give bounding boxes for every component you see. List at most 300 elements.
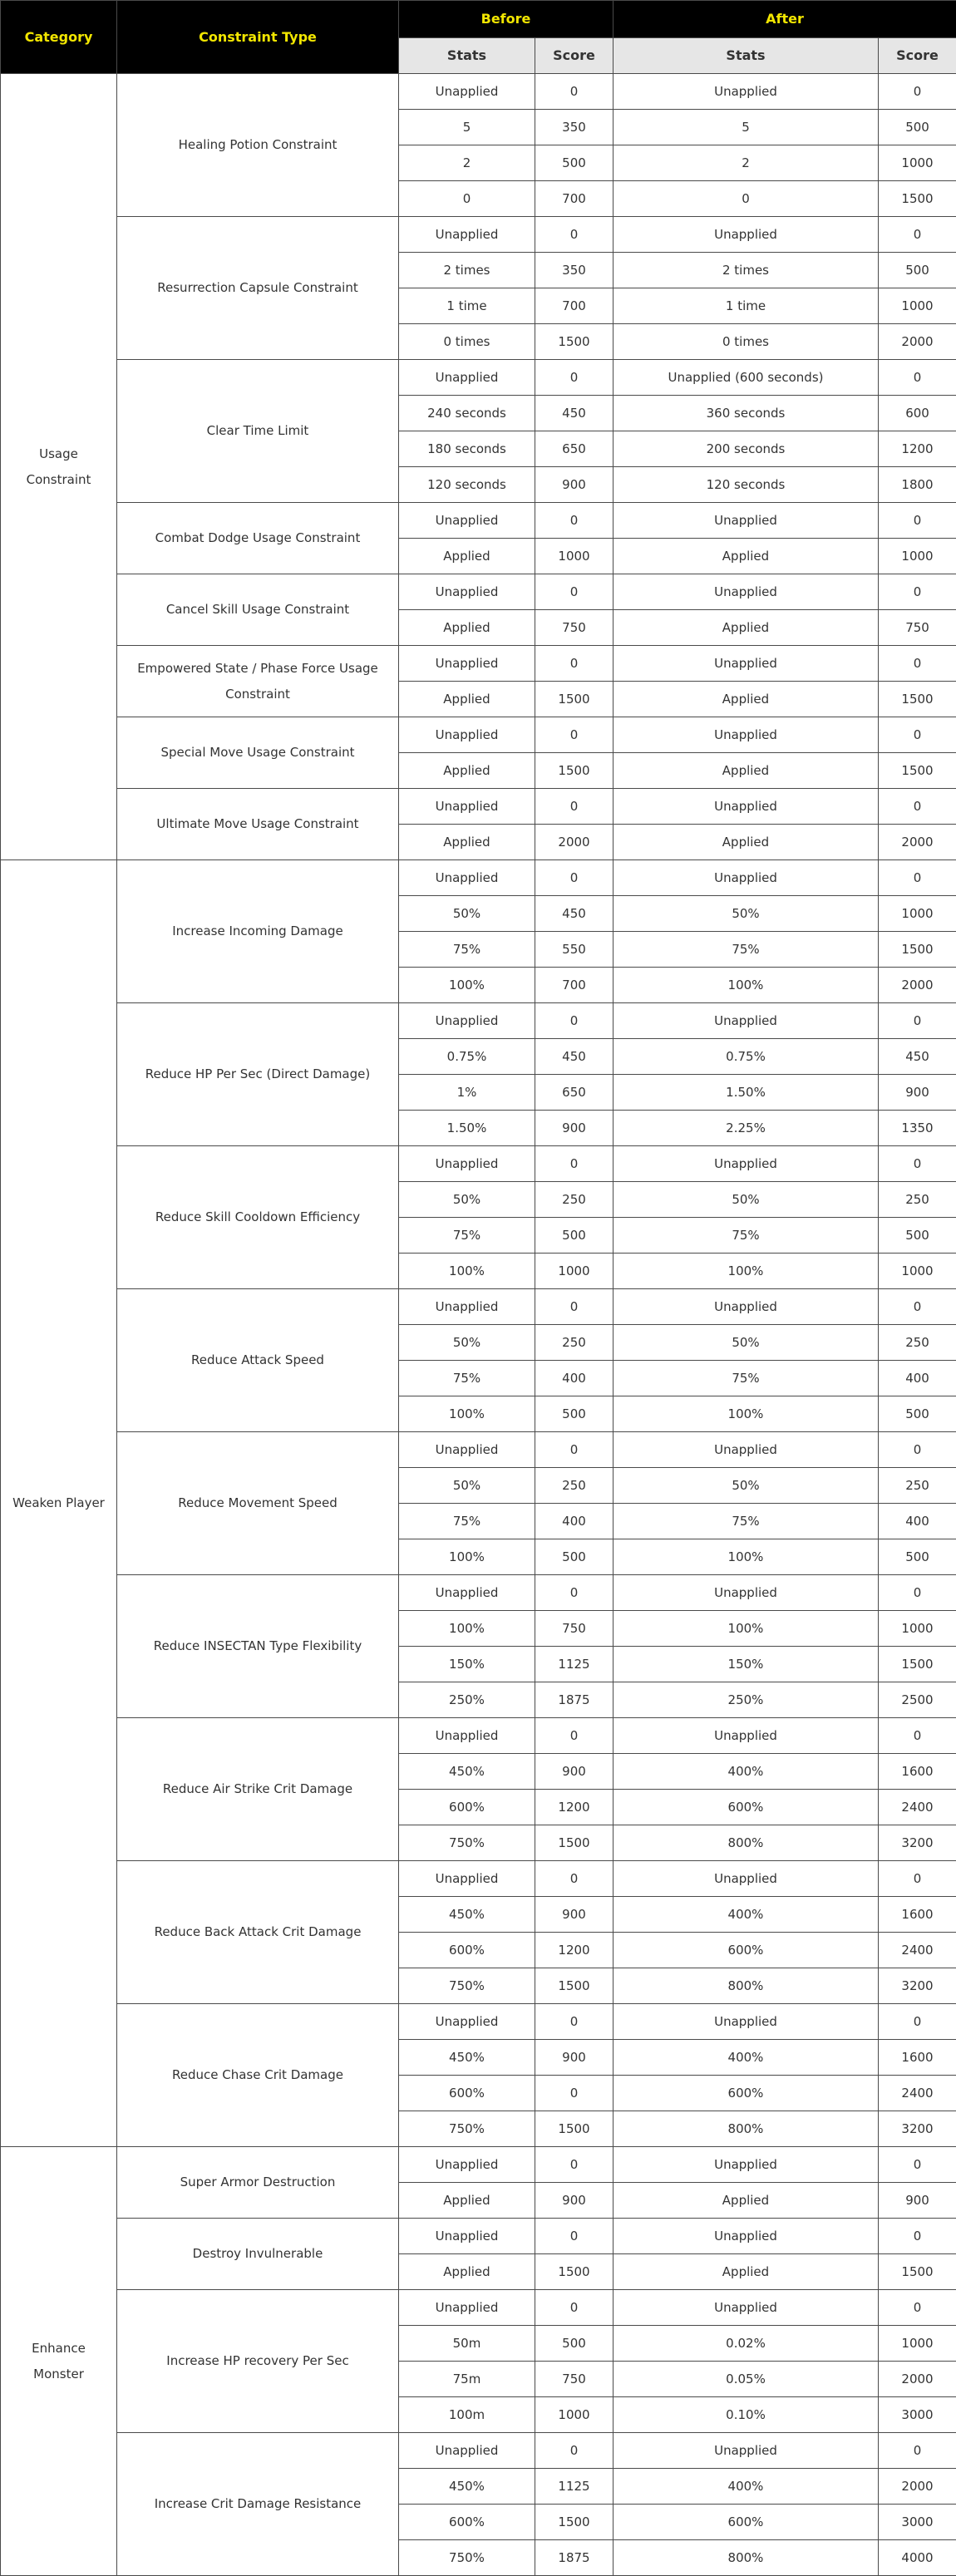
after-score-cell: 3200: [879, 2111, 956, 2147]
before-stats-cell: 600%: [399, 1790, 535, 1825]
after-score-cell: 0: [879, 1718, 956, 1754]
before-stats-cell: 750%: [399, 1968, 535, 2004]
after-score-cell: 0: [879, 2147, 956, 2183]
after-stats-cell: Unapplied: [614, 860, 879, 896]
after-stats-cell: Applied: [614, 682, 879, 717]
before-stats-cell: 600%: [399, 2076, 535, 2111]
after-stats-cell: 5: [614, 110, 879, 145]
after-stats-cell: Unapplied: [614, 1003, 879, 1039]
after-score-cell: 0: [879, 2004, 956, 2040]
table-row: [1, 717, 956, 753]
before-stats-cell: Applied: [399, 539, 535, 574]
after-stats-cell: 120 seconds: [614, 467, 879, 503]
constraint-type-cell: Empowered State / Phase Force Usage Constraint: [117, 646, 399, 717]
before-stats-cell: Unapplied: [399, 1575, 535, 1611]
after-score-cell: 1800: [879, 467, 956, 503]
before-stats-cell: 75%: [399, 1504, 535, 1539]
before-score-cell: 0: [535, 1575, 614, 1611]
table-row: [1, 217, 956, 253]
before-stats-cell: 100%: [399, 1254, 535, 1289]
table-row: [1, 860, 956, 896]
before-score-cell: 0: [535, 789, 614, 825]
before-stats-cell: 100%: [399, 1539, 535, 1575]
before-score-cell: 0: [535, 1861, 614, 1897]
after-score-cell: 500: [879, 1396, 956, 1432]
after-stats-cell: 0.10%: [614, 2397, 879, 2433]
before-stats-cell: Applied: [399, 825, 535, 860]
after-score-cell: 0: [879, 1575, 956, 1611]
before-score-cell: 1875: [535, 1682, 614, 1718]
before-score-cell: 450: [535, 1039, 614, 1075]
after-stats-cell: 400%: [614, 1897, 879, 1933]
after-score-cell: 0: [879, 789, 956, 825]
before-stats-cell: Unapplied: [399, 2004, 535, 2040]
after-score-cell: 900: [879, 1075, 956, 1111]
after-stats-cell: 50%: [614, 1182, 879, 1218]
after-stats-cell: 50%: [614, 1468, 879, 1504]
before-stats-cell: Unapplied: [399, 646, 535, 682]
category-cell: Weaken Player: [1, 860, 117, 2147]
before-stats-cell: 50%: [399, 896, 535, 932]
constraint-type-cell: Destroy Invulnerable: [117, 2219, 399, 2290]
before-stats-cell: Unapplied: [399, 2433, 535, 2469]
constraint-type-cell: Reduce Skill Cooldown Efficiency: [117, 1146, 399, 1289]
before-stats-cell: 50%: [399, 1468, 535, 1504]
before-score-cell: 1500: [535, 2111, 614, 2147]
before-score-cell: 1125: [535, 2469, 614, 2505]
before-score-cell: 2000: [535, 825, 614, 860]
table-row: [1, 1861, 956, 1897]
constraint-type-header: Constraint Type: [117, 1, 399, 74]
before-stats-cell: Unapplied: [399, 717, 535, 753]
after-score-cell: 0: [879, 217, 956, 253]
constraint-type-cell: Resurrection Capsule Constraint: [117, 217, 399, 360]
after-stats-cell: 600%: [614, 1933, 879, 1968]
after-score-cell: 500: [879, 110, 956, 145]
after-score-cell: 2000: [879, 968, 956, 1003]
constraint-type-cell: Increase HP recovery Per Sec: [117, 2290, 399, 2433]
before-score-cell: 900: [535, 2040, 614, 2076]
before-score-cell: 500: [535, 1218, 614, 1254]
before-stats-cell: 750%: [399, 2111, 535, 2147]
table-header: [1, 1, 956, 74]
after-score-cell: 0: [879, 574, 956, 610]
after-stats-cell: Unapplied: [614, 503, 879, 539]
table-row: [1, 2290, 956, 2326]
after-score-cell: 1000: [879, 145, 956, 181]
before-stats-cell: 0: [399, 181, 535, 217]
before-stats-cell: 5: [399, 110, 535, 145]
after-score-cell: 0: [879, 2433, 956, 2469]
before-score-cell: 1500: [535, 1968, 614, 2004]
before-score-cell: 0: [535, 1432, 614, 1468]
before-score-cell: 250: [535, 1468, 614, 1504]
table-row: [1, 1003, 956, 1039]
after-stats-cell: Applied: [614, 610, 879, 646]
after-score-cell: 250: [879, 1325, 956, 1361]
after-stats-cell: Unapplied: [614, 1432, 879, 1468]
constraint-type-cell: Reduce Back Attack Crit Damage: [117, 1861, 399, 2004]
category-header: Category: [1, 1, 117, 74]
before-header: Before: [399, 1, 614, 38]
after-stats-cell: Unapplied: [614, 789, 879, 825]
before-stats-cell: Unapplied: [399, 2290, 535, 2326]
before-stats-cell: 600%: [399, 1933, 535, 1968]
after-score-cell: 0: [879, 1003, 956, 1039]
before-score-cell: 0: [535, 74, 614, 110]
before-score-cell: 900: [535, 2183, 614, 2219]
after-stats-cell: Applied: [614, 825, 879, 860]
before-score-cell: 1000: [535, 539, 614, 574]
after-score-cell: 0: [879, 1861, 956, 1897]
before-stats-cell: Unapplied: [399, 1146, 535, 1182]
constraint-type-cell: Reduce INSECTAN Type Flexibility: [117, 1575, 399, 1718]
table-row: [1, 1289, 956, 1325]
after-score-cell: 1000: [879, 539, 956, 574]
before-score-cell: 0: [535, 2219, 614, 2254]
table-row: [1, 1146, 956, 1182]
before-stats-cell: 75%: [399, 1218, 535, 1254]
before-score-cell: 0: [535, 360, 614, 396]
after-score-cell: 1600: [879, 1754, 956, 1790]
after-score-cell: 2000: [879, 825, 956, 860]
after-stats-cell: Unapplied: [614, 1289, 879, 1325]
after-stats-cell: 0: [614, 181, 879, 217]
before-score-cell: 500: [535, 1539, 614, 1575]
before-score-cell: 350: [535, 110, 614, 145]
before-score-cell: 0: [535, 2433, 614, 2469]
after-stats-cell: 250%: [614, 1682, 879, 1718]
after-stats-cell: Unapplied: [614, 2004, 879, 2040]
constraint-type-cell: Super Armor Destruction: [117, 2147, 399, 2219]
before-score-cell: 0: [535, 717, 614, 753]
after-score-cell: 1000: [879, 896, 956, 932]
after-stats-cell: 100%: [614, 1396, 879, 1432]
before-score-cell: 0: [535, 503, 614, 539]
before-stats-cell: 120 seconds: [399, 467, 535, 503]
table-row: [1, 503, 956, 539]
after-stats-cell: 400%: [614, 2469, 879, 2505]
after-stats-cell: 600%: [614, 2505, 879, 2540]
after-score-cell: 2000: [879, 2469, 956, 2505]
before-score-cell: 900: [535, 1754, 614, 1790]
after-score-cell: 0: [879, 1432, 956, 1468]
after-score-cell: 250: [879, 1468, 956, 1504]
after-score-cell: 500: [879, 253, 956, 288]
before-stats-cell: 1.50%: [399, 1111, 535, 1146]
before-score-cell: 1500: [535, 2505, 614, 2540]
before-score-cell: 250: [535, 1325, 614, 1361]
before-stats-cell: 600%: [399, 2505, 535, 2540]
after-stats-cell: Unapplied: [614, 74, 879, 110]
constraint-type-cell: Special Move Usage Constraint: [117, 717, 399, 789]
after-score-cell: 1000: [879, 2326, 956, 2362]
after-stats-cell: 2.25%: [614, 1111, 879, 1146]
table-row: [1, 74, 956, 110]
constraint-type-cell: Healing Potion Constraint: [117, 74, 399, 217]
before-score-cell: 700: [535, 181, 614, 217]
before-stats-cell: 1 time: [399, 288, 535, 324]
category-cell: Usage Constraint: [1, 74, 117, 860]
before-score-cell: 550: [535, 932, 614, 968]
after-stats-cell: Unapplied: [614, 2433, 879, 2469]
constraint-type-cell: Reduce HP Per Sec (Direct Damage): [117, 1003, 399, 1146]
after-score-cell: 0: [879, 717, 956, 753]
after-score-cell: 600: [879, 396, 956, 431]
after-stats-cell: Unapplied (600 seconds): [614, 360, 879, 396]
after-score-cell: 3000: [879, 2505, 956, 2540]
after-score-cell: 1600: [879, 1897, 956, 1933]
after-score-cell: 1500: [879, 753, 956, 789]
before-score-cell: 1200: [535, 1790, 614, 1825]
before-score-cell: 500: [535, 1396, 614, 1432]
after-stats-cell: 0 times: [614, 324, 879, 360]
before-stats-cell: Unapplied: [399, 1289, 535, 1325]
after-stats-cell: Unapplied: [614, 1575, 879, 1611]
after-stats-cell: Unapplied: [614, 2147, 879, 2183]
before-score-cell: 250: [535, 1182, 614, 1218]
before-stats-cell: 100%: [399, 968, 535, 1003]
before-stats-cell: 250%: [399, 1682, 535, 1718]
after-stats-cell: Unapplied: [614, 646, 879, 682]
table-row: [1, 1718, 956, 1754]
before-score-cell: 1000: [535, 2397, 614, 2433]
before-score-cell: 900: [535, 1897, 614, 1933]
after-stats-cell: 75%: [614, 932, 879, 968]
before-stats-cell: 450%: [399, 1754, 535, 1790]
after-score-cell: 1600: [879, 2040, 956, 2076]
after-score-cell: 0: [879, 646, 956, 682]
before-stats-cell: Unapplied: [399, 360, 535, 396]
before-stats-cell: 75%: [399, 1361, 535, 1396]
after-score-cell: 4000: [879, 2540, 956, 2576]
after-score-cell: 1000: [879, 288, 956, 324]
before-stats-cell: Applied: [399, 2183, 535, 2219]
after-stats-cell: 0.05%: [614, 2362, 879, 2397]
after-score-cell: 2400: [879, 1790, 956, 1825]
before-stats-cell: 150%: [399, 1647, 535, 1682]
after-stats-cell: 2: [614, 145, 879, 181]
after-score-cell: 0: [879, 74, 956, 110]
constraint-type-cell: Reduce Air Strike Crit Damage: [117, 1718, 399, 1861]
after-stats-cell: Applied: [614, 539, 879, 574]
table-row: [1, 789, 956, 825]
before-score-cell: 650: [535, 431, 614, 467]
before-stats-cell: Unapplied: [399, 1718, 535, 1754]
after-stats-cell: 0.02%: [614, 2326, 879, 2362]
after-stats-cell: Applied: [614, 753, 879, 789]
after-stats-cell: Applied: [614, 2183, 879, 2219]
before-score-cell: 0: [535, 1146, 614, 1182]
after-score-cell: 0: [879, 860, 956, 896]
after-stats-cell: 800%: [614, 1825, 879, 1861]
after-stats-cell: Unapplied: [614, 217, 879, 253]
category-cell: Enhance Monster: [1, 2147, 117, 2576]
before-stats-cell: Unapplied: [399, 74, 535, 110]
after-score-cell: 750: [879, 610, 956, 646]
after-stats-cell: Applied: [614, 2254, 879, 2290]
table-row: [1, 360, 956, 396]
after-score-cell: 500: [879, 1218, 956, 1254]
after-score-cell: 450: [879, 1039, 956, 1075]
after-header: After: [614, 1, 956, 38]
before-score-cell: 900: [535, 467, 614, 503]
before-score-cell: 0: [535, 2076, 614, 2111]
table-row: [1, 574, 956, 610]
constraint-type-cell: Combat Dodge Usage Constraint: [117, 503, 399, 574]
after-score-cell: 2000: [879, 2362, 956, 2397]
after-score-header: Score: [879, 37, 956, 74]
before-stats-cell: Unapplied: [399, 2219, 535, 2254]
before-stats-cell: 180 seconds: [399, 431, 535, 467]
before-stats-cell: Applied: [399, 753, 535, 789]
after-stats-cell: 75%: [614, 1361, 879, 1396]
after-stats-cell: 75%: [614, 1504, 879, 1539]
after-stats-cell: Unapplied: [614, 574, 879, 610]
before-stats-cell: 240 seconds: [399, 396, 535, 431]
table-row: [1, 2433, 956, 2469]
before-score-cell: 1000: [535, 1254, 614, 1289]
before-score-cell: 450: [535, 896, 614, 932]
before-stats-cell: Unapplied: [399, 1432, 535, 1468]
before-score-cell: 500: [535, 145, 614, 181]
before-score-cell: 350: [535, 253, 614, 288]
after-stats-cell: 600%: [614, 2076, 879, 2111]
after-score-cell: 2400: [879, 2076, 956, 2111]
constraint-type-cell: Clear Time Limit: [117, 360, 399, 503]
constraint-type-cell: Reduce Chase Crit Damage: [117, 2004, 399, 2147]
before-score-cell: 0: [535, 2290, 614, 2326]
after-stats-cell: 1.50%: [614, 1075, 879, 1111]
after-stats-cell: 100%: [614, 1611, 879, 1647]
after-score-cell: 400: [879, 1504, 956, 1539]
before-score-cell: 1500: [535, 2254, 614, 2290]
after-score-cell: 500: [879, 1539, 956, 1575]
before-stats-cell: 50%: [399, 1182, 535, 1218]
before-stats-cell: Applied: [399, 2254, 535, 2290]
constraint-type-cell: Increase Crit Damage Resistance: [117, 2433, 399, 2576]
table-row: [1, 1432, 956, 1468]
before-score-cell: 0: [535, 1718, 614, 1754]
after-stats-cell: 0.75%: [614, 1039, 879, 1075]
table-row: [1, 2147, 956, 2183]
after-stats-cell: 800%: [614, 1968, 879, 2004]
after-score-cell: 2500: [879, 1682, 956, 1718]
after-stats-cell: 360 seconds: [614, 396, 879, 431]
before-score-cell: 1125: [535, 1647, 614, 1682]
constraint-type-cell: Increase Incoming Damage: [117, 860, 399, 1003]
after-score-cell: 2400: [879, 1933, 956, 1968]
after-stats-cell: 100%: [614, 1539, 879, 1575]
before-stats-cell: 0.75%: [399, 1039, 535, 1075]
before-score-cell: 750: [535, 610, 614, 646]
before-stats-header: Stats: [399, 37, 535, 74]
before-score-cell: 0: [535, 2004, 614, 2040]
before-stats-cell: Unapplied: [399, 2147, 535, 2183]
after-score-cell: 250: [879, 1182, 956, 1218]
after-score-cell: 1500: [879, 2254, 956, 2290]
before-stats-cell: 0 times: [399, 324, 535, 360]
before-stats-cell: 450%: [399, 2040, 535, 2076]
after-stats-cell: 75%: [614, 1218, 879, 1254]
after-stats-cell: Unapplied: [614, 1718, 879, 1754]
before-stats-cell: Applied: [399, 610, 535, 646]
before-score-cell: 0: [535, 1289, 614, 1325]
after-score-cell: 1350: [879, 1111, 956, 1146]
before-stats-cell: 100m: [399, 2397, 535, 2433]
before-stats-cell: 75%: [399, 932, 535, 968]
before-score-cell: 750: [535, 1611, 614, 1647]
before-stats-cell: 450%: [399, 2469, 535, 2505]
before-stats-cell: 1%: [399, 1075, 535, 1111]
after-stats-cell: 600%: [614, 1790, 879, 1825]
before-score-cell: 0: [535, 646, 614, 682]
after-score-cell: 1500: [879, 1647, 956, 1682]
before-score-cell: 900: [535, 1111, 614, 1146]
after-score-cell: 0: [879, 360, 956, 396]
after-stats-cell: Unapplied: [614, 717, 879, 753]
after-score-cell: 400: [879, 1361, 956, 1396]
constraint-type-cell: Cancel Skill Usage Constraint: [117, 574, 399, 646]
after-score-cell: 1000: [879, 1254, 956, 1289]
before-stats-cell: 2 times: [399, 253, 535, 288]
before-score-cell: 400: [535, 1361, 614, 1396]
before-stats-cell: 750%: [399, 2540, 535, 2576]
before-score-cell: 1500: [535, 324, 614, 360]
before-score-cell: 0: [535, 217, 614, 253]
after-stats-cell: 100%: [614, 968, 879, 1003]
before-stats-cell: 750%: [399, 1825, 535, 1861]
after-score-cell: 0: [879, 1146, 956, 1182]
after-stats-cell: 800%: [614, 2540, 879, 2576]
before-stats-cell: 75m: [399, 2362, 535, 2397]
constraint-type-cell: Ultimate Move Usage Constraint: [117, 789, 399, 860]
before-stats-cell: 2: [399, 145, 535, 181]
before-stats-cell: Unapplied: [399, 1003, 535, 1039]
after-score-cell: 0: [879, 503, 956, 539]
after-score-cell: 2000: [879, 324, 956, 360]
after-stats-cell: 400%: [614, 1754, 879, 1790]
constraint-type-cell: Reduce Attack Speed: [117, 1289, 399, 1432]
before-stats-cell: 100%: [399, 1611, 535, 1647]
before-score-cell: 0: [535, 2147, 614, 2183]
after-score-cell: 3200: [879, 1825, 956, 1861]
before-stats-cell: Unapplied: [399, 503, 535, 539]
after-stats-cell: 200 seconds: [614, 431, 879, 467]
before-stats-cell: 50m: [399, 2326, 535, 2362]
after-stats-header: Stats: [614, 37, 879, 74]
table-row: [1, 646, 956, 682]
before-stats-cell: 100%: [399, 1396, 535, 1432]
before-score-cell: 450: [535, 396, 614, 431]
before-score-header: Score: [535, 37, 614, 74]
before-stats-cell: Unapplied: [399, 217, 535, 253]
after-score-cell: 1200: [879, 431, 956, 467]
after-score-cell: 3200: [879, 1968, 956, 2004]
after-score-cell: 0: [879, 2219, 956, 2254]
before-score-cell: 700: [535, 288, 614, 324]
before-score-cell: 0: [535, 574, 614, 610]
before-score-cell: 1200: [535, 1933, 614, 1968]
after-score-cell: 900: [879, 2183, 956, 2219]
after-score-cell: 1000: [879, 1611, 956, 1647]
before-stats-cell: Unapplied: [399, 1861, 535, 1897]
before-score-cell: 1500: [535, 1825, 614, 1861]
before-score-cell: 0: [535, 860, 614, 896]
after-stats-cell: Unapplied: [614, 2219, 879, 2254]
before-stats-cell: 50%: [399, 1325, 535, 1361]
after-stats-cell: 50%: [614, 896, 879, 932]
